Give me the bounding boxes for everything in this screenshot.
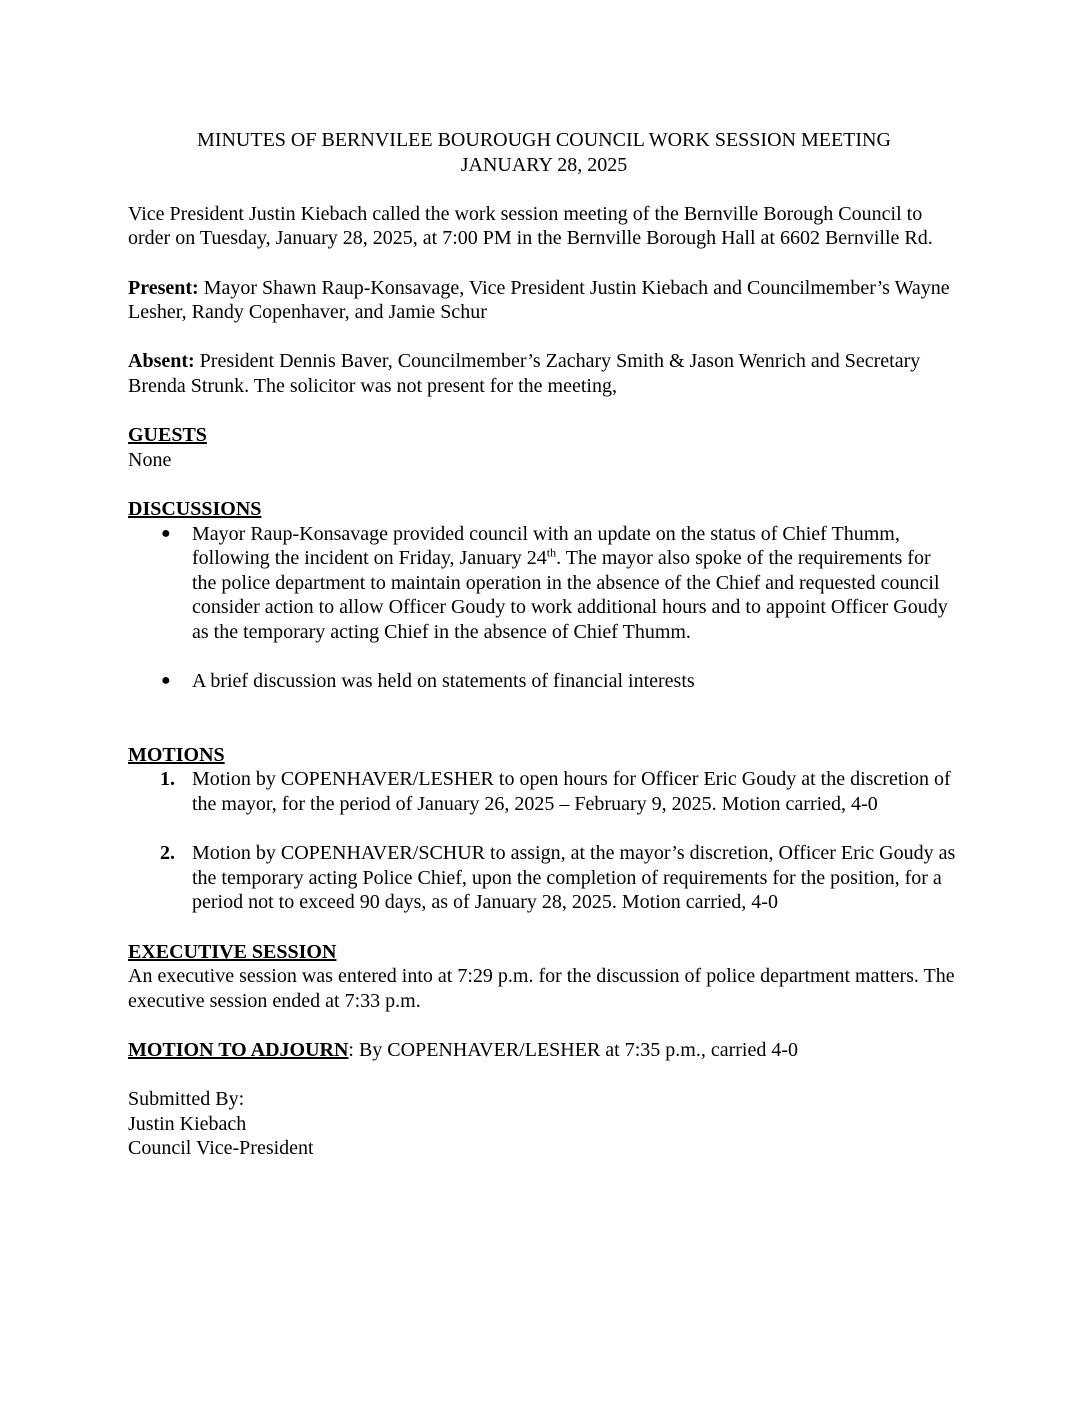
- list-spacer: [128, 817, 960, 842]
- executive-session-text: An executive session was entered into at 7:29 p.m. for the discussion of police department matters. The executive session ended at 7:33 p.m.: [128, 965, 955, 1012]
- adjourn-text: : By COPENHAVER/LESHER at 7:35 p.m., carried 4-0: [348, 1038, 799, 1061]
- guests-heading: GUESTS: [128, 424, 207, 447]
- motions-section: [128, 743, 960, 915]
- absent-paragraph: [128, 349, 960, 398]
- list-item: [128, 522, 960, 645]
- list-item: [128, 669, 960, 694]
- present-label: Present:: [128, 276, 199, 299]
- submitter-name: Justin Kiebach: [128, 1112, 247, 1135]
- signature-block: [128, 1087, 960, 1161]
- present-paragraph: [128, 276, 960, 325]
- adjourn-heading: MOTION TO ADJOURN: [128, 1038, 349, 1061]
- discussions-heading: DISCUSSIONS: [128, 497, 262, 520]
- title-line: MINUTES OF BERNVILEE BOUROUGH COUNCIL WORK SESSION MEETING: [197, 129, 891, 151]
- ordinal-suffix: th: [546, 545, 557, 560]
- adjourn-paragraph: [128, 1038, 960, 1063]
- bullet-icon: ●: [161, 672, 171, 690]
- motion-item: [128, 841, 960, 915]
- motion-number: 1.: [160, 768, 175, 791]
- executive-session-heading: EXECUTIVE SESSION: [128, 940, 337, 963]
- motion-item: [128, 767, 960, 816]
- discussions-list: [128, 522, 960, 694]
- meeting-date: JANUARY 28, 2025: [460, 153, 628, 176]
- discussion-text-cont: . The mayor also spoke of the requirements for the police department to maintain operation in the absence of the Chief and requested council consider action to allow Officer Goudy to work additional hours and to appoint Officer Goudy as the temporary acting Chief in the absence of Chief Thumm.: [192, 547, 948, 643]
- discussion-text: Mayor Raup-Konsavage provided council with an update on the status of Chief Thumm, following the incident on Friday, January 24: [192, 522, 900, 570]
- bullet-icon: ●: [161, 524, 171, 542]
- guests-text: None: [128, 448, 172, 471]
- discussion-text: A brief discussion was held on statements of financial interests: [192, 670, 695, 693]
- list-spacer: [128, 644, 960, 669]
- submitted-by-label: Submitted By:: [128, 1088, 245, 1111]
- motions-list: [128, 767, 960, 915]
- motion-text: Motion by COPENHAVER/LESHER to open hours for Officer Eric Goudy at the discretion of the mayor, for the period of January 26, 2025 – February 9, 2025. Motion carried, 4-0: [192, 768, 951, 816]
- discussions-section: [128, 497, 960, 694]
- document-title: [128, 128, 960, 177]
- submitter-title: Council Vice-President: [128, 1137, 314, 1160]
- intro-paragraph: Vice President Justin Kiebach called the work session meeting of the Bernville Borough Council to order on Tuesday, January 28, 2025, at 7:00 PM in the Bernville Borough Hall at 6602 Bernville Rd.: [128, 202, 933, 250]
- present-text: Mayor Shawn Raup-Konsavage, Vice President Justin Kiebach and Councilmember’s Wayne Lesher, Randy Copenhaver, and Jamie Schur: [128, 276, 950, 324]
- motions-heading: MOTIONS: [128, 743, 225, 766]
- motion-text: Motion by COPENHAVER/SCHUR to assign, at the mayor’s discretion, Officer Eric Goudy as the temporary acting Police Chief, upon the completion of requirements for the position, for a period not to exceed 90 days, as of January 28, 2025. Motion carried, 4-0: [192, 842, 956, 914]
- guests-section: [128, 423, 960, 472]
- executive-session-section: [128, 940, 960, 1014]
- absent-label: Absent:: [128, 350, 195, 373]
- motion-number: 2.: [160, 842, 175, 865]
- absent-text: President Dennis Baver, Councilmember’s Zachary Smith & Jason Wenrich and Secretary Brenda Strunk. The solicitor was not present for the meeting,: [128, 350, 921, 397]
